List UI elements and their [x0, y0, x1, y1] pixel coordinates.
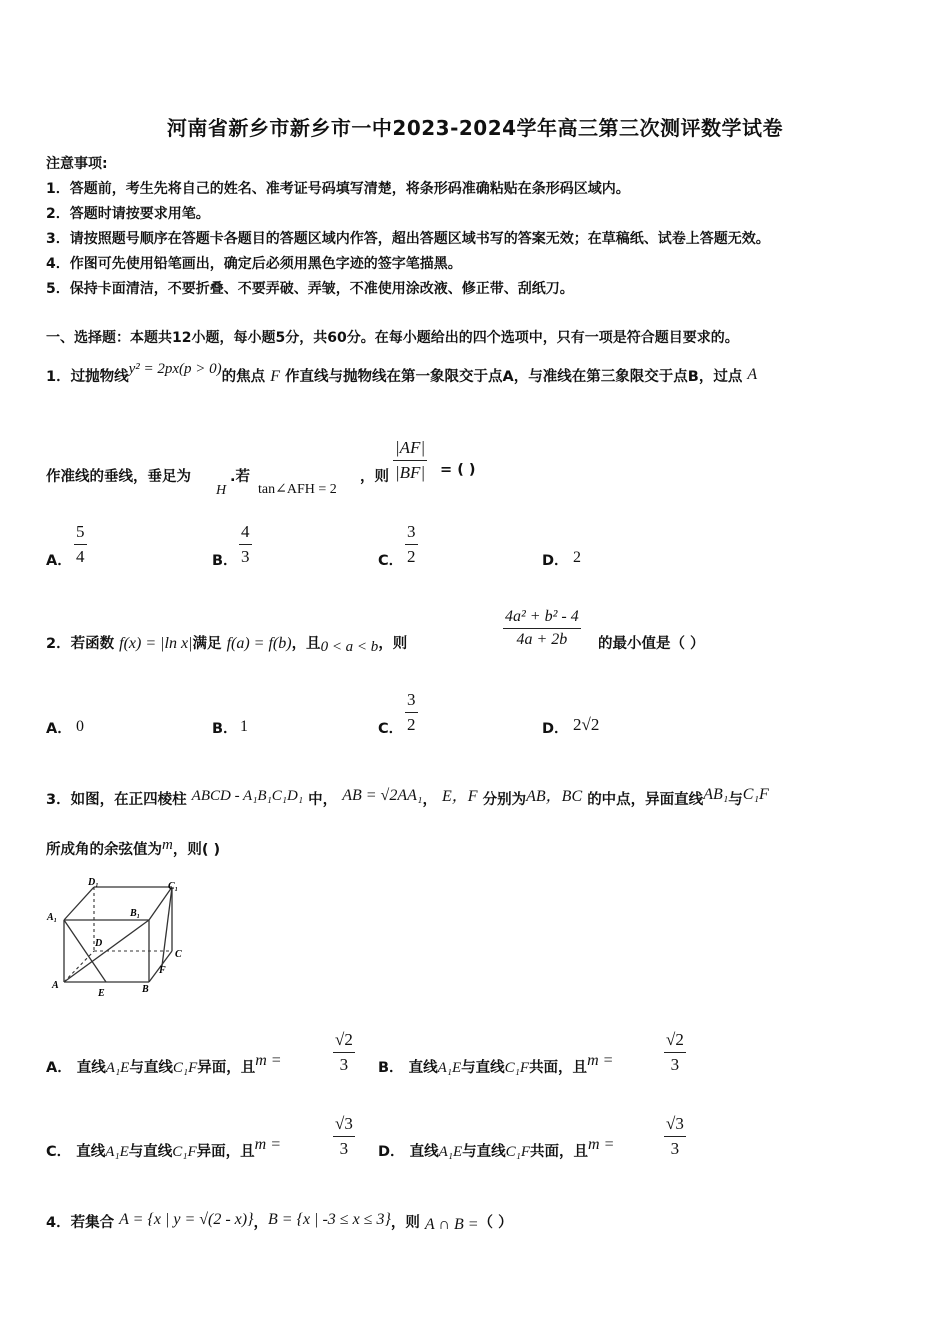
q3-line2-text: 所成角的余弦值为 [46, 842, 162, 858]
fraction-bar [664, 1052, 686, 1053]
q1-parabola-eq: y² = 2px(p > 0) [128, 361, 222, 377]
q3-text-4: 分别为 [482, 792, 527, 808]
q3-option-d[interactable] [378, 1136, 615, 1161]
fraction-bar [333, 1052, 355, 1053]
q3-text-2: 中， [308, 792, 338, 808]
exam-title: 河南省新乡市新乡市一中2023-2024学年高三第三次测评数学试卷 [166, 116, 784, 140]
q3-relation: AB = √2AA₁ [342, 787, 423, 804]
q1-ratio-fraction [393, 438, 427, 483]
note-item-2: 2．答题时请按要求用笔。 [46, 206, 210, 222]
q1-point-a: A [747, 366, 758, 383]
q3-m-variable: m [162, 837, 173, 853]
label-e: E [98, 988, 105, 999]
option-label: C． [46, 1144, 72, 1160]
q4-intro: 4．若集合 [46, 1215, 115, 1231]
q1-option-c-frac[interactable] [405, 522, 418, 567]
label-a1: A₁ [47, 912, 58, 923]
frac-den: 2 [407, 547, 416, 566]
fraction-bar [74, 544, 87, 545]
q1-tan-condition: tan∠AFH = 2 [258, 482, 337, 497]
option-text: 与直线 [128, 1144, 173, 1160]
q2-option-a-label[interactable]: A． [46, 721, 72, 737]
q1-intro: 1．过抛物线 [46, 369, 129, 385]
q4-comma: ， [253, 1215, 268, 1231]
fraction-bar [405, 712, 418, 713]
note-item-3: 3．请按照题号顺序在答题卡各题目的答题区域内作答，超出答题区域书写的答案无效；在草稿纸、试卷上答题无效。 [46, 231, 770, 247]
q3-option-a[interactable] [46, 1052, 282, 1077]
frac-num: √2 [335, 1030, 353, 1049]
q1-option-d-label[interactable]: D． [542, 553, 569, 569]
label-c1: C₁ [168, 881, 179, 892]
frac-num: √3 [666, 1114, 684, 1133]
q3-text-5: 的中点，异面直线 [587, 792, 704, 808]
q2-den: 4a + 2b [516, 631, 568, 648]
q1-ratio-num: |AF| [395, 438, 426, 457]
label-b1: B₁ [130, 908, 141, 919]
label-b: B [142, 984, 149, 995]
q1-option-b-label[interactable]: B． [212, 553, 238, 569]
label-d1: D₁ [88, 877, 99, 888]
note-item-1: 1．答题前，考生先将自己的姓名、准考证号码填写清楚，将条形码准确粘贴在条形码区域内。 [46, 181, 630, 197]
option-text: 直线 [76, 1060, 106, 1076]
fraction-bar [393, 460, 427, 461]
option-text: 共面，且 [529, 1060, 588, 1076]
notes-heading: 注意事项: [46, 156, 108, 172]
frac-den: 3 [670, 1055, 680, 1074]
frac-num: √2 [666, 1030, 684, 1049]
option-text: 直线 [76, 1144, 106, 1160]
q2-option-b-label[interactable]: B． [212, 721, 238, 737]
option-text: 直线 [409, 1144, 439, 1160]
option-line-2: C₁F [505, 1144, 531, 1160]
option-text: 异面，且 [197, 1060, 256, 1076]
q2-text-2: 满足 [192, 636, 222, 652]
q2-option-d-value[interactable]: 2√2 [573, 715, 600, 734]
fraction-bar [405, 544, 418, 545]
option-text: 与直线 [461, 1060, 505, 1076]
q4-expression: A ∩ B = [424, 1216, 479, 1233]
option-line-1: A₁E [105, 1060, 130, 1076]
q2-expression-fraction [503, 608, 581, 649]
option-line-2: C₁F [172, 1060, 198, 1076]
q2-option-c-frac[interactable] [405, 690, 418, 735]
fraction-bar [503, 628, 581, 629]
q3-option-c[interactable] [46, 1136, 282, 1161]
q1-text-3: 作直线与抛物线在第一象限交于点A，与准线在第三象限交于点B，过点 [285, 369, 743, 385]
frac-den: 2 [407, 715, 416, 734]
option-m-eq: m = [255, 1052, 282, 1069]
q3-line2-tail: ，则( ) [172, 842, 221, 858]
section-heading: 一、选择题：本题共12小题，每小题5分，共60分。在每小题给出的四个选项中，只有一项是符合题目要求的。 [46, 330, 739, 346]
q4-line [46, 1211, 513, 1232]
q3-line2 [46, 838, 220, 859]
option-text: 与直线 [129, 1060, 173, 1076]
option-label: D． [378, 1144, 405, 1160]
option-text: 与直线 [462, 1144, 506, 1160]
q3-text-6: 与 [728, 792, 743, 808]
q2-text-4: ，则 [378, 636, 408, 652]
option-line-2: C₁F [504, 1060, 530, 1076]
q1-option-c-label[interactable]: C． [378, 553, 404, 569]
option-line-2: C₁F [172, 1144, 197, 1160]
q3-prism: ABCD - A₁B₁C₁D₁ [191, 788, 304, 804]
q2-option-a-value[interactable]: 0 [76, 718, 84, 735]
q3-line-c1f: C₁F [742, 786, 769, 803]
option-m-eq: m = [588, 1136, 615, 1153]
q1-text-2: 的焦点 [221, 369, 266, 385]
q2-condition: 0 < a < b [320, 639, 379, 655]
frac-num: 3 [407, 522, 416, 541]
option-text: 共面，且 [530, 1144, 589, 1160]
option-text: 直线 [408, 1060, 438, 1076]
frac-den: 3 [241, 547, 250, 566]
option-text: 异面，且 [196, 1144, 255, 1160]
label-f: F [159, 965, 166, 976]
frac-den: 3 [339, 1139, 349, 1158]
q2-text-3: ，且 [291, 636, 321, 652]
option-line-1: A₁E [437, 1060, 462, 1076]
frac-num: 5 [76, 522, 85, 541]
q3-segments: AB，BC [526, 788, 583, 805]
fraction-bar [239, 544, 252, 545]
q3-text-3: ， [422, 792, 437, 808]
q1-line2a: 作准线的垂线，垂足为 [46, 469, 191, 485]
q3-points-ef: E，F [442, 788, 478, 805]
option-label: A． [46, 1060, 72, 1076]
q2-option-b-value[interactable]: 1 [240, 718, 248, 735]
q1-option-d-value[interactable]: 2 [573, 549, 581, 566]
q2-equal-values: f(a) = f(b) [226, 635, 292, 652]
q2-option-d-label[interactable]: D． [542, 721, 569, 737]
note-item-5: 5．保持卡面清洁，不要折叠、不要弄破、弄皱，不准使用涂改液、修正带、刮纸刀。 [46, 281, 574, 297]
option-label: B． [378, 1060, 404, 1076]
frac-den: 4 [76, 547, 85, 566]
q2-num: 4a² + b² - 4 [505, 608, 579, 625]
frac-den: 3 [339, 1055, 349, 1074]
prism-figure [44, 875, 194, 1000]
q1-option-b-frac[interactable] [239, 522, 252, 567]
frac-num: 4 [241, 522, 250, 541]
option-line-1: A₁E [438, 1144, 463, 1160]
q3-intro: 3．如图，在正四棱柱 [46, 792, 187, 808]
fraction-bar [664, 1136, 686, 1137]
q1-point-h: H [216, 483, 227, 498]
q4-set-b: B = {x | -3 ≤ x ≤ 3} [268, 1211, 391, 1228]
frac-den: 3 [670, 1139, 680, 1158]
q3-option-d-frac [664, 1114, 686, 1159]
q2-tail: 的最小值是（ ） [598, 636, 705, 652]
q3-option-b[interactable] [378, 1052, 614, 1077]
option-line-1: A₁E [105, 1144, 129, 1160]
q1-tail: = ( ) [440, 462, 476, 478]
q3-option-b-frac [664, 1030, 686, 1075]
q1-then: ，则 [360, 469, 389, 485]
q1-ratio-den: |BF| [395, 463, 426, 482]
q3-option-c-frac [333, 1114, 355, 1159]
label-c: C [175, 949, 182, 960]
q1-line1 [46, 361, 758, 386]
q1-point-f: F [270, 368, 280, 385]
fraction-bar [333, 1136, 355, 1137]
option-m-eq: m = [587, 1052, 614, 1069]
q3-line-ab1: AB₁ [703, 786, 729, 803]
frac-num: 3 [407, 690, 416, 709]
q2-line [46, 632, 407, 653]
q2-function: f(x) = |ln x| [119, 635, 193, 652]
q2-intro: 2．若函数 [46, 636, 115, 652]
q2-option-c-label[interactable]: C． [378, 721, 404, 737]
label-a: A [52, 980, 59, 991]
label-d: D [95, 938, 103, 949]
frac-num: √3 [335, 1114, 353, 1133]
q4-tail: （ ） [478, 1215, 513, 1231]
q3-line1 [46, 786, 769, 809]
option-m-eq: m = [254, 1136, 282, 1153]
q1-if: .若 [230, 469, 251, 485]
q3-option-a-frac [333, 1030, 355, 1075]
q4-text-2: ，则 [390, 1215, 420, 1231]
q4-set-a: A = {x | y = √(2 - x)} [119, 1211, 254, 1228]
q1-option-a-frac[interactable] [74, 522, 87, 567]
q1-option-a-label[interactable]: A． [46, 553, 72, 569]
note-item-4: 4．作图可先使用铅笔画出，确定后必须用黑色字迹的签字笔描黑。 [46, 256, 462, 272]
